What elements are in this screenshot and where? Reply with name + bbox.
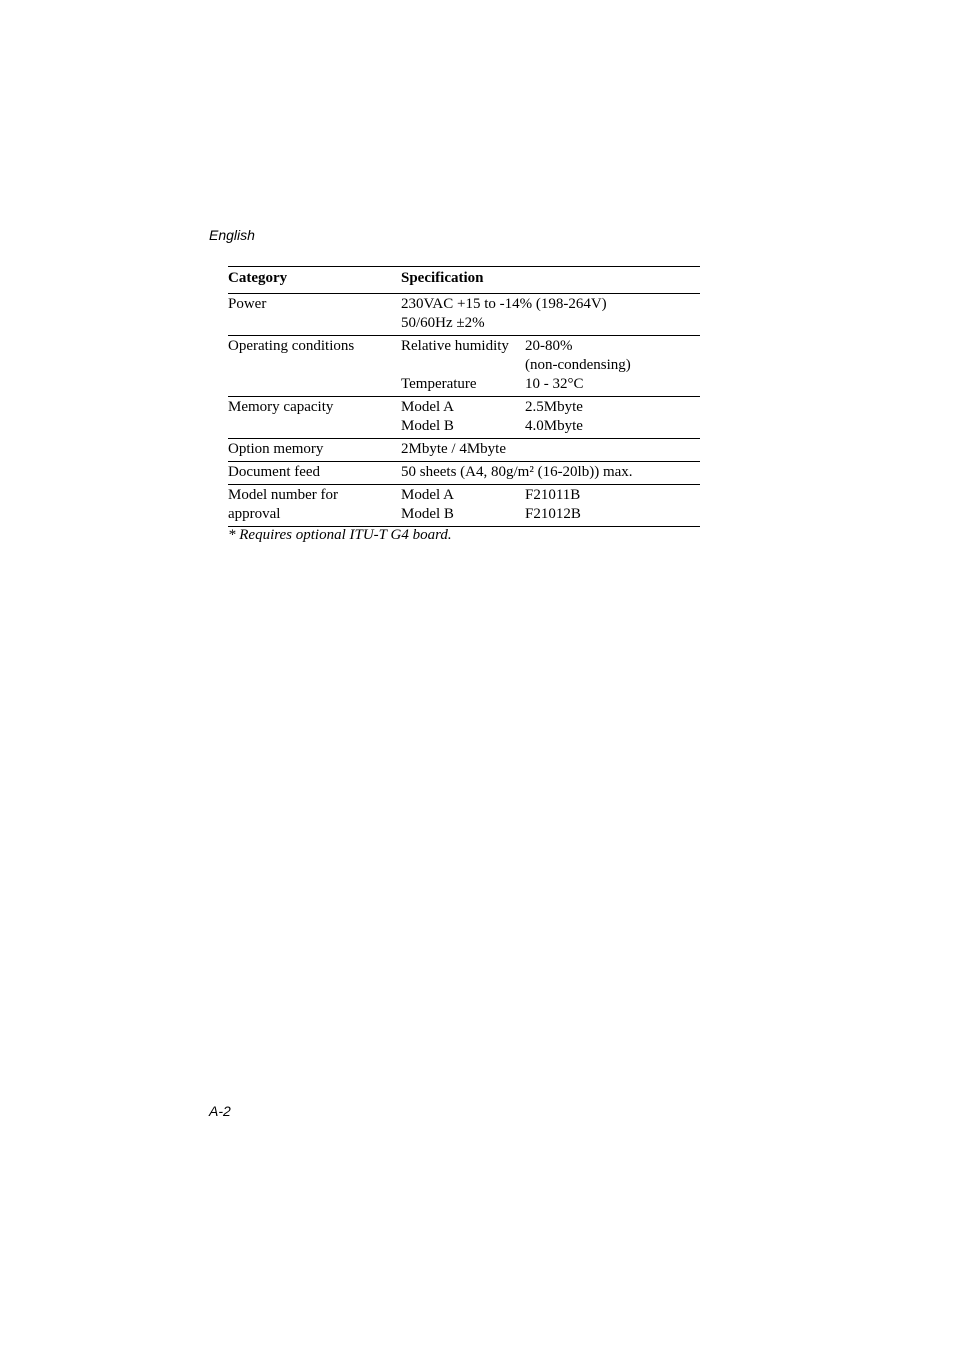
- header-category: Category: [228, 267, 401, 294]
- humidity-value: 20-80%: [525, 338, 573, 354]
- model-number-b-value: F21012B: [525, 506, 581, 522]
- specification-table: [228, 266, 700, 527]
- humidity-note: (non-condensing): [525, 357, 631, 373]
- model-number-values: [525, 485, 700, 527]
- option-memory-text: 2Mbyte / 4Mbyte: [401, 441, 506, 457]
- power-voltage: 230VAC +15 to -14% (198-264V): [401, 296, 607, 312]
- option-memory-value: [401, 439, 700, 462]
- table-row-model-number: [228, 485, 700, 527]
- humidity-label: Relative humidity: [401, 338, 509, 354]
- operating-values: [525, 336, 700, 397]
- model-number-category-line1: Model number for: [228, 487, 338, 503]
- power-spec: [401, 294, 700, 336]
- table-row-memory: [228, 397, 700, 439]
- table-row-option-memory: [228, 439, 700, 462]
- memory-model-a-label: Model A: [401, 399, 454, 415]
- power-category: Power: [228, 294, 401, 336]
- model-number-category: [228, 485, 401, 527]
- memory-model-b-value: 4.0Mbyte: [525, 418, 583, 434]
- header-language: English: [209, 227, 255, 243]
- table-row-operating: [228, 336, 700, 397]
- document-feed-value: [401, 462, 700, 485]
- table-row-document-feed: [228, 462, 700, 485]
- model-number-category-line2: approval: [228, 506, 281, 522]
- memory-labels: [401, 397, 525, 439]
- table-row-power: [228, 294, 700, 336]
- model-number-b-label: Model B: [401, 506, 454, 522]
- model-number-a-value: F21011B: [525, 487, 581, 503]
- document-feed-category: Document feed: [228, 462, 401, 485]
- model-number-a-label: Model A: [401, 487, 454, 503]
- memory-category: Memory capacity: [228, 397, 401, 439]
- operating-labels: [401, 336, 525, 397]
- temperature-value: 10 - 32°C: [525, 376, 584, 392]
- option-memory-category: Option memory: [228, 439, 401, 462]
- model-number-labels: [401, 485, 525, 527]
- page-number: A-2: [209, 1103, 231, 1119]
- table-header-row: [228, 267, 700, 294]
- header-specification: Specification: [401, 267, 700, 294]
- memory-model-a-value: 2.5Mbyte: [525, 399, 583, 415]
- temperature-label: Temperature: [401, 376, 477, 392]
- document-feed-text: 50 sheets (A4, 80g/m² (16-20lb)) max.: [401, 464, 633, 480]
- memory-model-b-label: Model B: [401, 418, 454, 434]
- operating-category: Operating conditions: [228, 336, 401, 397]
- memory-values: [525, 397, 700, 439]
- footnote: * Requires optional ITU-T G4 board.: [228, 527, 452, 543]
- power-frequency: 50/60Hz ±2%: [401, 315, 485, 331]
